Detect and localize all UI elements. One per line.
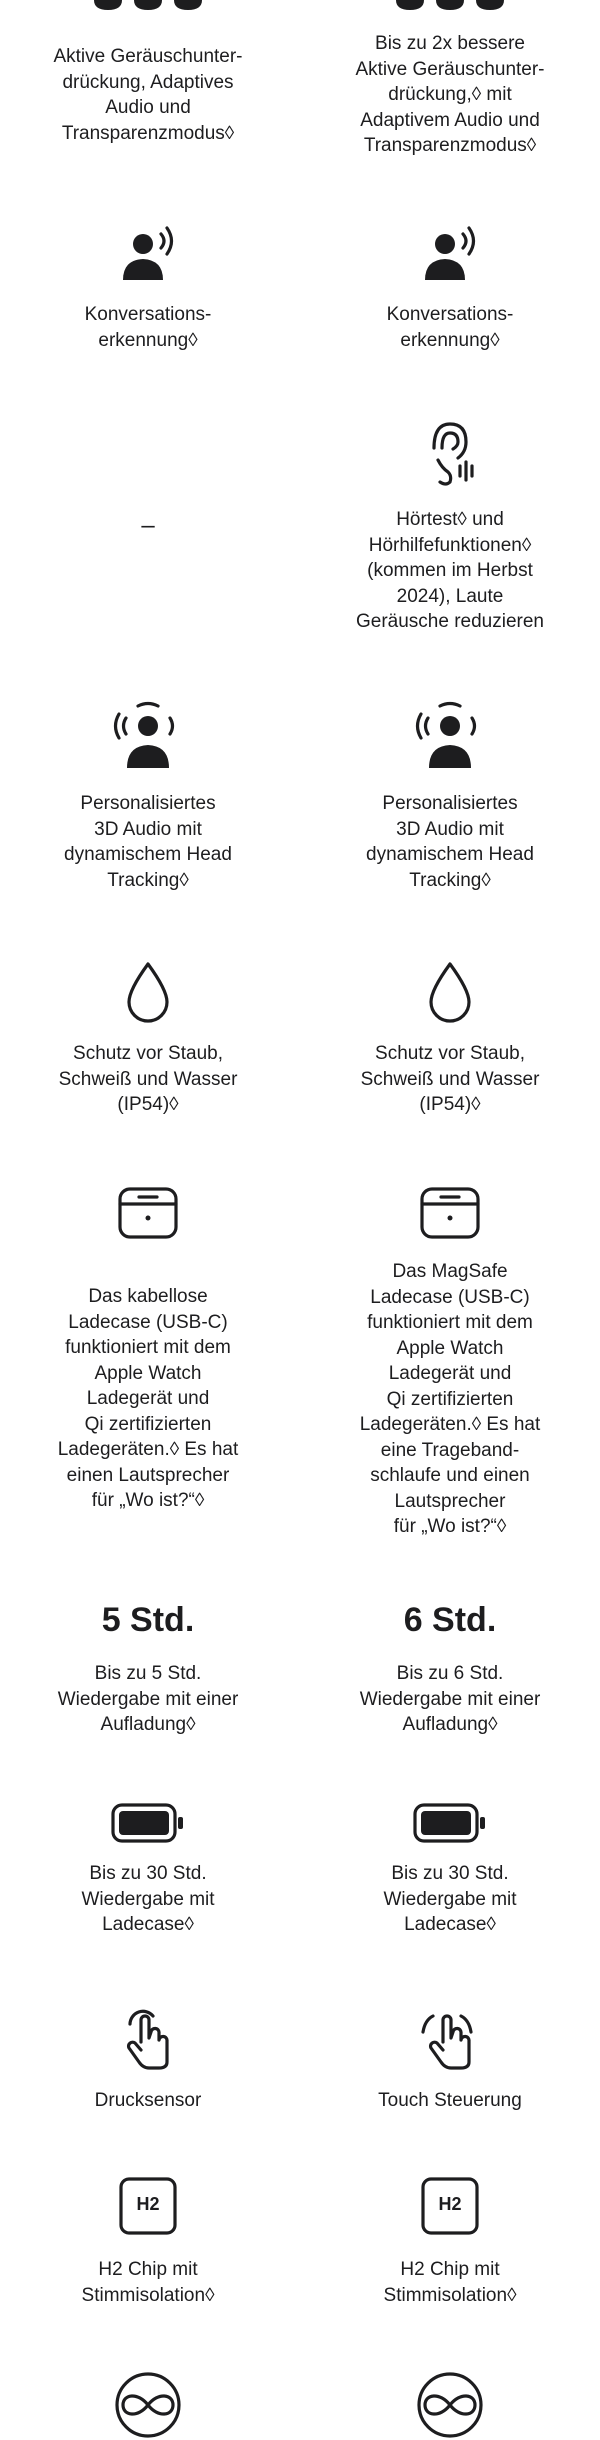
- charging-case-text: Das kabellose Ladecase (USB-C) funktioniert mit dem Apple Watch Ladegerät und Qi zertifizierten Ladegeräten.◊ Es hat einen Lautsprecher für „Wo ist?“◊: [57, 1286, 239, 1511]
- three-people-icon: [390, 0, 510, 14]
- ip-text: Schutz vor Staub, Schweiß und Wasser (IP54)◊: [58, 1043, 238, 1115]
- charging-case-icon: [117, 1186, 179, 1240]
- ear-hearing-icon: [420, 418, 480, 488]
- battery-full-icon: [412, 1802, 488, 1844]
- conversation-text: Konversations- erkennung◊: [386, 304, 514, 351]
- battery-case-text: Bis zu 30 Std. Wiedergabe mit Ladecase◊: [81, 1863, 215, 1935]
- battery-hours-headline: 5 Std.: [101, 1601, 195, 1639]
- ip-text: Schutz vor Staub, Schweiß und Wasser (IP54)◊: [360, 1043, 540, 1115]
- battery-case-text: Bis zu 30 Std. Wiedergabe mit Ladecase◊: [383, 1863, 517, 1935]
- infinity-circle-icon: [113, 2370, 183, 2440]
- press-gesture-icon: [115, 2002, 181, 2072]
- chip-label: H2: [438, 2194, 462, 2214]
- spatial-audio-text: Personalisiertes 3D Audio mit dynamischem Head Tracking◊: [366, 793, 534, 891]
- control-text: Touch Steuerung: [378, 2090, 522, 2111]
- chip-text: H2 Chip mit Stimmisolation◊: [383, 2259, 517, 2306]
- spatial-audio-text: Personalisiertes 3D Audio mit dynamischem Head Tracking◊: [64, 793, 232, 891]
- hearing-text: Hörtest◊ und Hörhilfefunktionen◊ (kommen im Herbst 2024), Laute Geräusche reduzieren: [356, 509, 544, 632]
- battery-full-icon: [110, 1802, 186, 1844]
- water-drop-icon: [123, 960, 173, 1026]
- battery-hours-text: Bis zu 5 Std. Wiedergabe mit einer Aufladung◊: [57, 1663, 239, 1735]
- water-drop-icon: [425, 960, 475, 1026]
- anc-text: Bis zu 2x bessere Aktive Geräuschunter- drückung,◊ mit Adaptivem Audio und Transparenzmodus◊: [355, 33, 545, 156]
- person-spatial-audio-icon: [110, 700, 186, 772]
- battery-hours-headline: 6 Std.: [403, 1601, 497, 1639]
- person-speaking-icon: [113, 224, 183, 284]
- touch-swipe-icon: [417, 2002, 483, 2072]
- battery-hours-text: Bis zu 6 Std. Wiedergabe mit einer Aufladung◊: [359, 1663, 541, 1735]
- anc-text: Aktive Geräuschunter- drückung, Adaptives Audio und Transparenzmodus◊: [53, 46, 243, 144]
- hearing-unavailable-dash: –: [141, 512, 155, 539]
- control-text: Drucksensor: [94, 2090, 202, 2111]
- person-spatial-audio-icon: [412, 700, 488, 772]
- charging-case-icon: [419, 1186, 481, 1240]
- conversation-text: Konversations- erkennung◊: [84, 304, 212, 351]
- person-speaking-icon: [415, 224, 485, 284]
- charging-case-text: Das MagSafe Ladecase (USB-C) funktioniert mit dem Apple Watch Ladegerät und Qi zertifizierten Ladegeräten.◊ Es hat eine Trageband- schlaufe und einen Lautsprecher für „Wo ist?“◊: [359, 1261, 541, 1537]
- chip-text: H2 Chip mit Stimmisolation◊: [81, 2259, 215, 2306]
- comparison-column-left: [38, 0, 258, 2435]
- comparison-column-right: [340, 0, 560, 2435]
- chip-label: H2: [136, 2194, 160, 2214]
- infinity-circle-icon: [415, 2370, 485, 2440]
- three-people-icon: [88, 0, 208, 14]
